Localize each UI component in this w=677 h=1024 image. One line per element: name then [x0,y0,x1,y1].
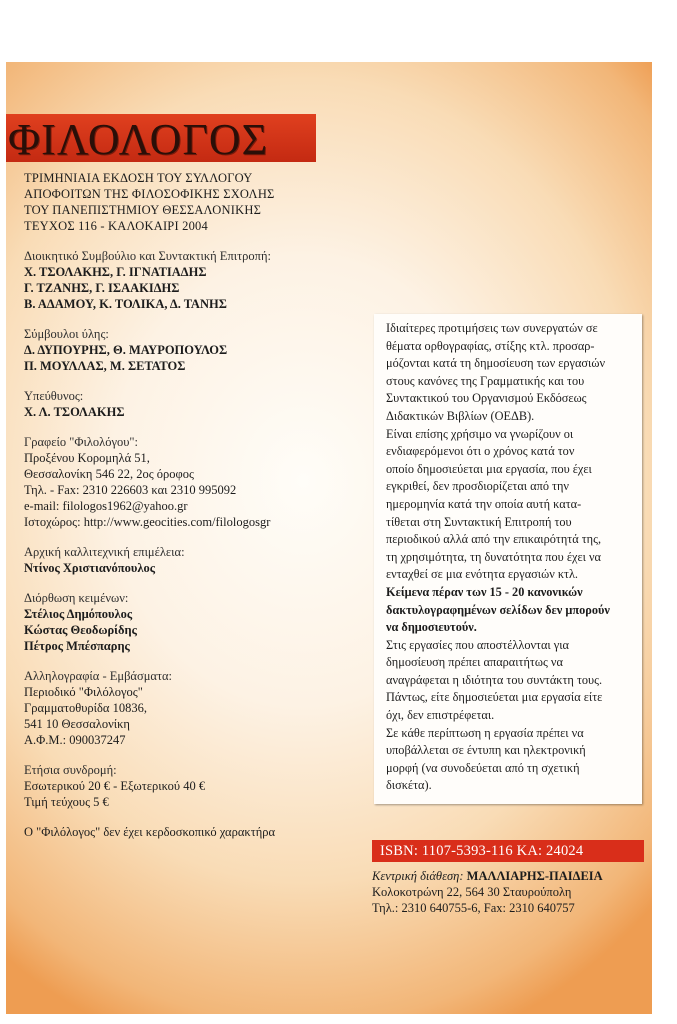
proofreader-name: Στέλιος Δημόπουλος [24,607,133,621]
correspondence-line: Α.Φ.Μ.: 090037247 [24,733,126,747]
notice-bold-line: δακτυλογραφημένων σελίδων δεν μπορούν [386,602,610,617]
notice-line: περιοδικού αλλά από την επικαιρότητά της, [386,532,602,547]
notice-line: δισκέτα). [386,778,432,793]
publication-intro [24,170,354,234]
notice-line: ενταχθεί σε μια ενότητα εργασιών κτλ. [386,567,579,582]
notice-line: ενδιαφερόμενοι ότι ο χρόνος κατά τον [386,444,575,459]
intro-line: ΤΕΥΧΟΣ 116 - ΚΑΛΟΚΑΙΡΙ 2004 [24,219,208,233]
office-phone: Τηλ. - Fax: 2310 226603 και 2310 995092 [24,483,237,497]
office-address: Προξένου Κορομηλά 51, [24,451,150,465]
correspondence-label: Αλληλογραφία - Εμβάσματα: [24,669,173,683]
correspondence-section [24,668,354,748]
distribution-info [372,868,652,916]
notice-line: αναγράφεται η ιδιότητα του συντάκτη τους. [386,672,603,687]
advisors-label: Σύμβουλοι ύλης: [24,327,109,341]
subscription-line: Εσωτερικού 20 € - Εξωτερικού 40 € [24,779,206,793]
office-website: Ιστοχώρος: http://www.geocities.com/filologosgr [24,515,271,529]
art-label: Αρχική καλλιτεχνική επιμέλεια: [24,545,185,559]
subscription-label: Ετήσια συνδρομή: [24,763,117,777]
distribution-line [372,868,652,884]
distribution-address: Κολοκοτρώνη 22, 564 30 Σταυρούπολη [372,885,572,899]
board-line: Χ. ΤΣΟΛΑΚΗΣ, Γ. ΙΓΝΑΤΙΑΔΗΣ [24,265,207,279]
logo-text: ΦΙΛΟΛΟΓΟΣ [8,115,269,164]
notice-line: ημερομηνία κατά την οποία αυτή κατα- [386,496,582,511]
notice-line: Διδακτικών Βιβλίων (ΟΕΔΒ). [386,408,535,423]
notice-line: στους κανόνες της Γραμματικής και του [386,373,585,388]
isbn-banner: ISBN: 1107-5393-116 ΚΑ: 24024 [372,840,644,862]
advisors-section [24,326,354,374]
distribution-phone: Τηλ.: 2310 640755-6, Fax: 2310 640757 [372,901,575,915]
office-label: Γραφείο "Φιλολόγου": [24,435,138,449]
notice-line: οποίο δημοσιεύεται μια εργασία, που έχει [386,461,592,476]
notice-line: τίθεται στη Συντακτική Επιτροπή του [386,514,572,529]
intro-line: ΤΟΥ ΠΑΝΕΠΙΣΤΗΜΙΟΥ ΘΕΣΣΑΛΟΝΙΚΗΣ [24,203,262,217]
correspondence-line: Περιοδικό "Φιλόλογος" [24,685,143,699]
board-section [24,248,354,312]
advisors-line: Π. ΜΟΥΛΛΑΣ, Μ. ΣΕΤΑΤΟΣ [24,359,186,373]
proofreader-name: Πέτρος Μπέσπαρης [24,639,130,653]
masthead-logo [6,114,316,162]
office-section [24,434,354,530]
nonprofit-note: Ο "Φιλόλογος" δεν έχει κερδοσκοπικό χαρακτήρα [24,825,276,839]
notice-line: Πάντως, είτε δημοσιεύεται μια εργασία είτε [386,690,603,705]
submission-notice-box [374,314,642,804]
notice-line: Ιδιαίτερες προτιμήσεις των συνεργατών σε [386,321,598,335]
notice-line: μόζονται κατά τη δημοσίευση των εργασιών [386,356,606,371]
art-name: Ντίνος Χριστιανόπουλος [24,561,155,575]
subscription-line: Τιμή τεύχους 5 € [24,795,109,809]
notice-line: τη χρησιμότητα, τη δυνατότητα που έχει να [386,549,601,564]
correspondence-line: Γραμματοθυρίδα 10836, [24,701,147,715]
distribution-label: Κεντρική διάθεση: [372,869,464,883]
colophon-column [24,170,354,840]
proofreading-label: Διόρθωση κειμένων: [24,591,129,605]
notice-bold-line: να δημοσιευτούν. [386,620,477,635]
intro-line: ΤΡΙΜΗΝΙΑΙΑ ΕΚΔΟΣΗ ΤΟΥ ΣΥΛΛΟΓΟΥ [24,171,253,185]
art-section [24,544,354,576]
notice-line: Στις εργασίες που αποστέλλονται για [386,637,569,652]
notice-line: μορφή (να συνοδεύεται από τη σχετική [386,760,580,775]
notice-line: δημοσίευση πρέπει απαραιτήτως να [386,655,563,670]
distributor-name: ΜΑΛΛΙΑΡΗΣ-ΠΑΙΔΕΙΑ [466,869,603,883]
responsible-label: Υπεύθυνος: [24,389,84,403]
responsible-name: Χ. Λ. ΤΣΟΛΑΚΗΣ [24,405,125,419]
advisors-line: Δ. ΔΥΠΟΥΡΗΣ, Θ. ΜΑΥΡΟΠΟΥΛΟΣ [24,343,228,357]
proofreader-name: Κώστας Θεοδωρίδης [24,623,137,637]
notice-line: Συντακτικού του Οργανισμού Εκδόσεως [386,391,587,406]
office-email: e-mail: filologos1962@yahoo.gr [24,499,188,513]
notice-line: εγκριθεί, δεν προσδιορίζεται από την [386,479,569,494]
notice-bold-line: Κείμενα πέραν των 15 - 20 κανονικών [386,584,583,599]
board-line: Γ. ΤΖΑΝΗΣ, Γ. ΙΣΑΑΚΙΔΗΣ [24,281,180,295]
correspondence-line: 541 10 Θεσσαλονίκη [24,717,130,731]
subscription-section [24,762,354,810]
proofreading-section [24,590,354,654]
notice-line: Είναι επίσης χρήσιμο να γνωρίζουν οι [386,426,574,441]
board-line: Β. ΑΔΑΜΟΥ, Κ. ΤΟΛΙΚΑ, Δ. ΤΑΝΗΣ [24,297,227,311]
notice-line: Σε κάθε περίπτωση η εργασία πρέπει να [386,725,584,740]
responsible-section [24,388,354,420]
intro-line: ΑΠΟΦΟΙΤΩΝ ΤΗΣ ΦΙΛΟΣΟΦΙΚΗΣ ΣΧΟΛΗΣ [24,187,275,201]
office-city: Θεσσαλονίκη 546 22, 2ος όροφος [24,467,194,481]
magazine-page [6,62,652,1014]
notice-line: θέματα ορθογραφίας, στίξης κτλ. προσαρ- [386,338,595,353]
notice-line: όχι, δεν επιστρέφεται. [386,708,495,723]
board-label: Διοικητικό Συμβούλιο και Συντακτική Επιτροπή: [24,249,271,263]
notice-line: υποβάλλεται σε έντυπη και ηλεκτρονική [386,743,586,758]
